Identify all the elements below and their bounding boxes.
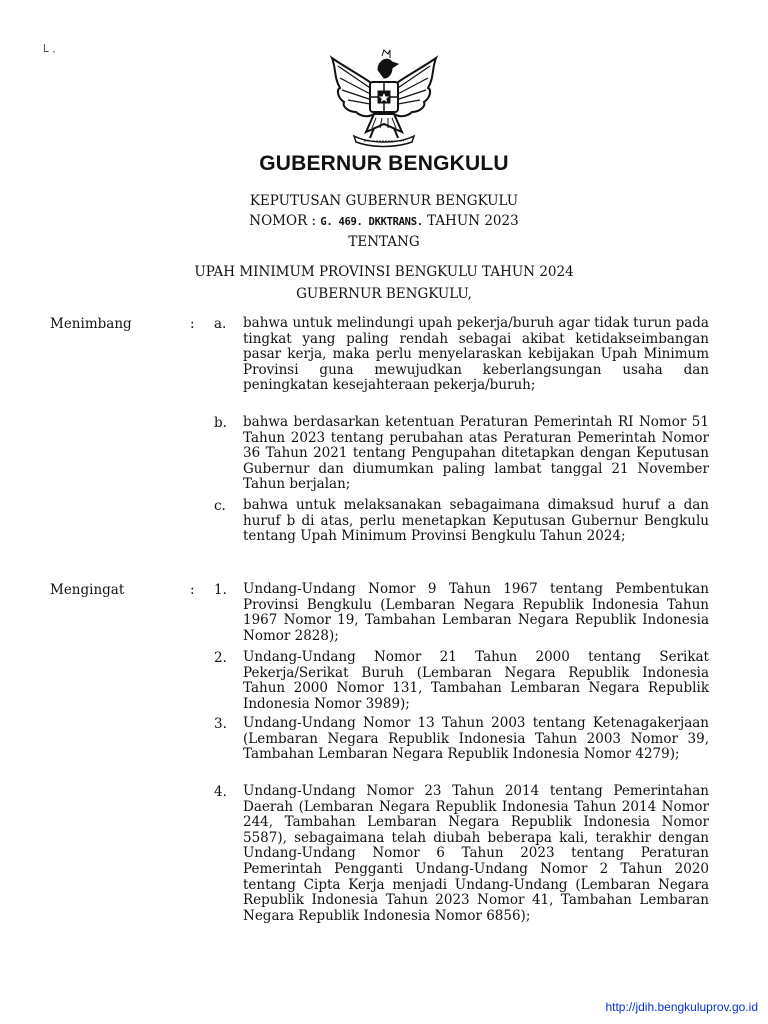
mengingat-item-2: Undang-Undang Nomor 21 Tahun 2000 tentang Serikat Pekerja/Serikat Buruh (Lembaran Negara Republik Indonesia Tahun 2000 Nomor 131, Tambahan Lembaran Negara Republik Indonesia Nomor 3989); (243, 649, 709, 712)
footer-url-link[interactable]: http://jdih.bengkuluprov.go.id (605, 1000, 758, 1014)
menimbang-item-c: bahwa untuk melaksanakan sebagaimana dimaksud huruf a dan huruf b di atas, perlu menetapkan Keputusan Gubernur Bengkulu tentang Upah Minimum Provinsi Bengkulu Tahun 2024; (243, 497, 709, 545)
mengingat-colon: : (190, 582, 195, 598)
header-title: GUBERNUR BENGKULU (259, 152, 509, 175)
menimbang-item-b: bahwa berdasarkan ketentuan Peraturan Pemerintah RI Nomor 51 Tahun 2023 tentang perubahan atas Peraturan Pemerintah Nomor 36 Tahun 2021 tentang Pengupahan ditetapkan dengan Keputusan Gubernur dan diumumkan paling lambat tanggal 21 November Tahun berjalan; (243, 414, 709, 493)
number-prefix: NOMOR : (249, 213, 317, 229)
tentang-heading: TENTANG (348, 234, 420, 250)
menimbang-item-a: bahwa untuk melindungi upah pekerja/buruh agar tidak turun pada tingkat yang paling rendah sebagai akibat ketidakseimbangan pasar kerja, maka perlu menyelaraskan kebijakan Upah Minimum Provinsi guna mewujudkan keberlangsungan usaha dan peningkatan kesejahteraan pekerja/buruh; (243, 315, 709, 394)
mengingat-marker-4: 4. (214, 784, 227, 800)
menimbang-marker-c: c. (214, 498, 226, 514)
menimbang-marker-a: a. (214, 316, 227, 332)
menimbang-marker-b: b. (214, 415, 227, 431)
decree-title: KEPUTUSAN GUBERNUR BENGKULU (249, 193, 519, 209)
number-handwritten: G. 469. DKKTRANS. (320, 216, 423, 228)
mengingat-marker-2: 2. (214, 650, 227, 666)
mengingat-item-4: Undang-Undang Nomor 23 Tahun 2014 tentang Pemerintahan Daerah (Lembaran Negara Republik Indonesia Tahun 2014 Nomor 244, Tambahan Lembaran Negara Republik Indonesia Nomor 5587), sebagaimana telah diubah beberapa kali, terakhir dengan Undang-Undang Nomor 6 Tahun 2023 tentang Peraturan Pemerintah Pengganti Undang-Undang Nomor 2 Tahun 2020 tentang Cipta Kerja menjadi Undang-Undang (Lembaran Negara Republik Indonesia Tahun 2023 Nomor 41, Tambahan Lembaran Negara Republik Indonesia Nomor 6856); (243, 783, 709, 924)
decree-number (0, 213, 768, 229)
number-suffix: TAHUN 2023 (427, 213, 519, 229)
menimbang-label: Menimbang (50, 316, 132, 332)
issuer-heading: GUBERNUR BENGKULU, (296, 286, 472, 302)
garuda-emblem-icon (326, 48, 442, 148)
scan-mark: └ · (40, 44, 56, 58)
decree-subject: UPAH MINIMUM PROVINSI BENGKULU TAHUN 2024 (194, 264, 574, 280)
menimbang-colon: : (190, 316, 195, 332)
mengingat-item-3: Undang-Undang Nomor 13 Tahun 2003 tentang Ketenagakerjaan (Lembaran Negara Republik Indonesia Tahun 2003 Nomor 39, Tambahan Lembaran Negara Republik Indonesia Nomor 4279); (243, 715, 709, 763)
mengingat-label: Mengingat (50, 582, 125, 598)
mengingat-item-1: Undang-Undang Nomor 9 Tahun 1967 tentang Pembentukan Provinsi Bengkulu (Lembaran Negara Republik Indonesia Tahun 1967 Nomor 19, Tambahan Lembaran Negara Republik Indonesia Nomor 2828); (243, 581, 709, 644)
mengingat-marker-1: 1. (214, 582, 227, 598)
mengingat-marker-3: 3. (214, 716, 227, 732)
